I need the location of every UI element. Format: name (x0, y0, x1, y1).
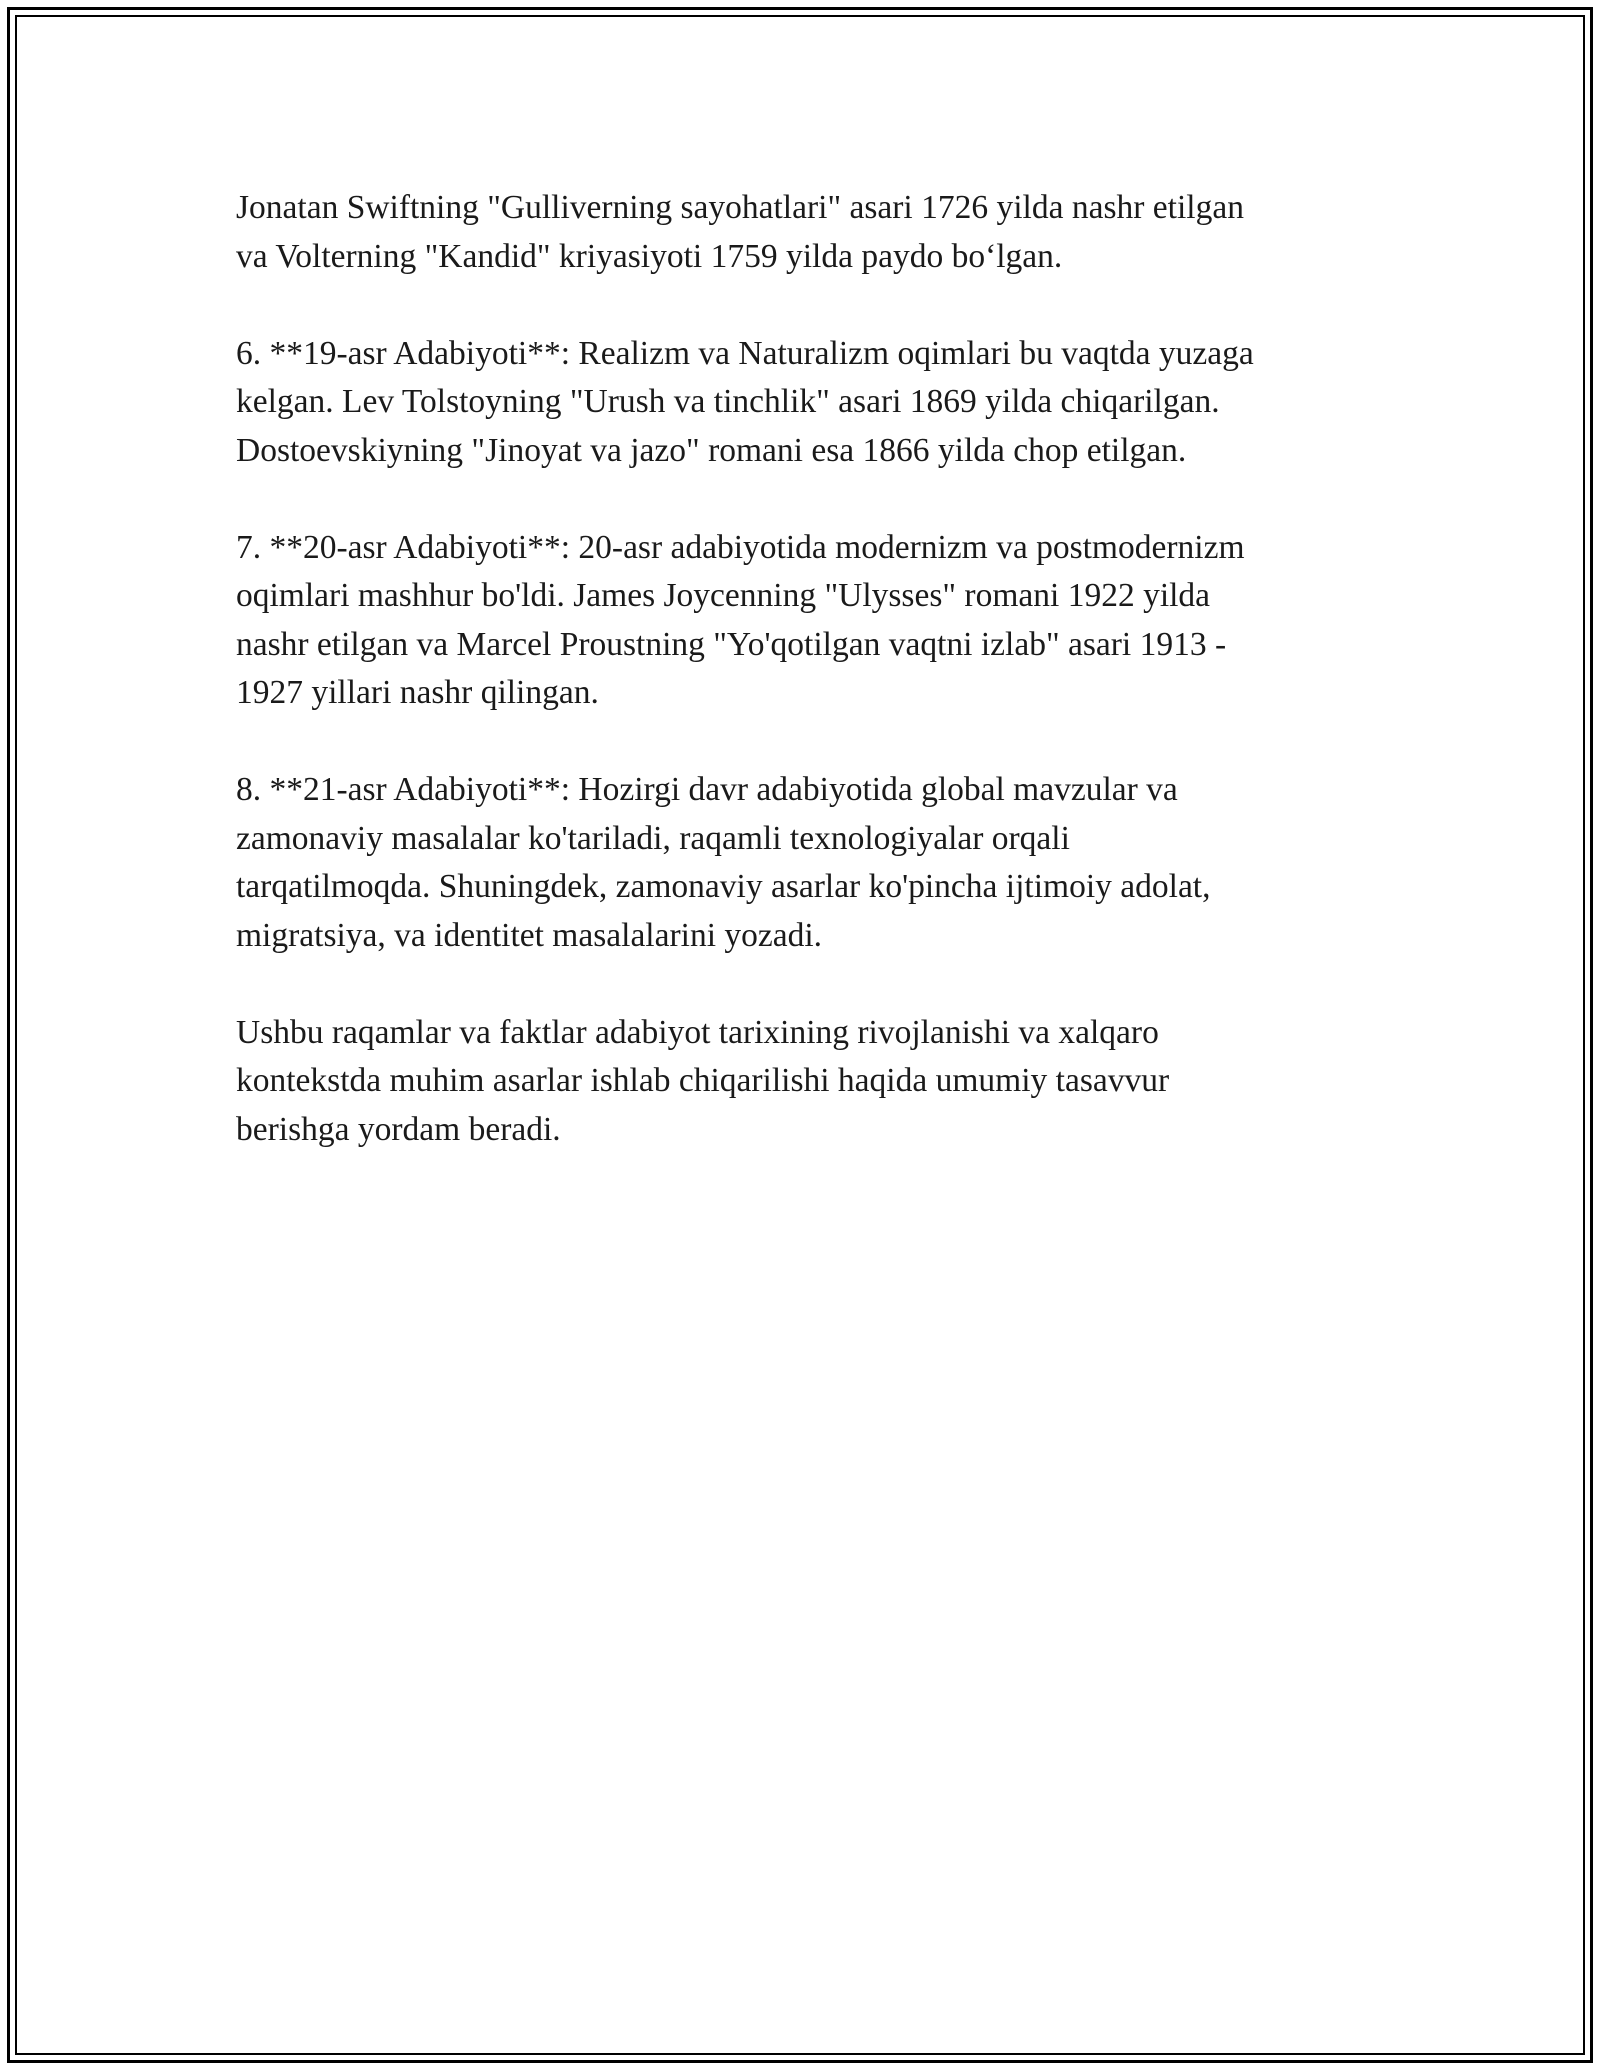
text-line: 1927 yillari nashr qilingan. (236, 674, 599, 711)
paragraph-19th-century (236, 330, 1366, 476)
text-line: 6. **19-asr Adabiyoti**: Realizm va Naturalizm oqimlari bu vaqtda yuzaga (236, 334, 1254, 372)
text-line: 8. **21-asr Adabiyoti**: Hozirgi davr adabiyotida global mavzular va (236, 771, 1178, 808)
text-line: nashr etilgan va Marcel Proustning "Yo'qotilgan vaqtni izlab" asari 1913 - (236, 625, 1227, 663)
text-line: Dostoevskiyning "Jinoyat va jazo" romani esa 1866 yilda chop etilgan. (236, 431, 1187, 469)
text-line: Ushbu raqamlar va faktlar adabiyot tarixining rivojlanishi va xalqaro (236, 1013, 1159, 1051)
text-line: tarqatilmoqda. Shuningdek, zamonaviy asarlar ko'pincha ijtimoiy adolat, (236, 868, 1211, 905)
text-line: va Volterning "Kandid" kriyasiyoti 1759 yilda paydo bo‘lgan. (236, 237, 1063, 275)
text-line: Jonatan Swiftning "Gulliverning sayohatlari" asari 1726 yilda nashr etilgan (236, 189, 1244, 226)
text-line: kontekstda muhim asarlar ishlab chiqarilishi haqida umumiy tasavvur (236, 1062, 1170, 1099)
text-line: zamonaviy masalalar ko'tariladi, raqamli texnologiyalar orqali (236, 819, 1070, 857)
text-line: kelgan. Lev Tolstoyning "Urush va tinchlik" asari 1869 yilda chiqarilgan. (236, 383, 1220, 420)
text-line: berishga yordam beradi. (236, 1110, 561, 1148)
document-body (236, 184, 1366, 1203)
text-line: oqimlari mashhur bo'ldi. James Joycenning "Ulysses" romani 1922 yilda (236, 577, 1211, 614)
paragraph-swift-voltaire (236, 184, 1366, 281)
paragraph-conclusion (236, 1009, 1366, 1155)
paragraph-20th-century (236, 524, 1366, 718)
text-line: migratsiya, va identitet masalalarini yozadi. (236, 916, 823, 954)
text-line: 7. **20-asr Adabiyoti**: 20-asr adabiyotida modernizm va postmodernizm (236, 528, 1245, 566)
paragraph-21st-century (236, 766, 1366, 960)
